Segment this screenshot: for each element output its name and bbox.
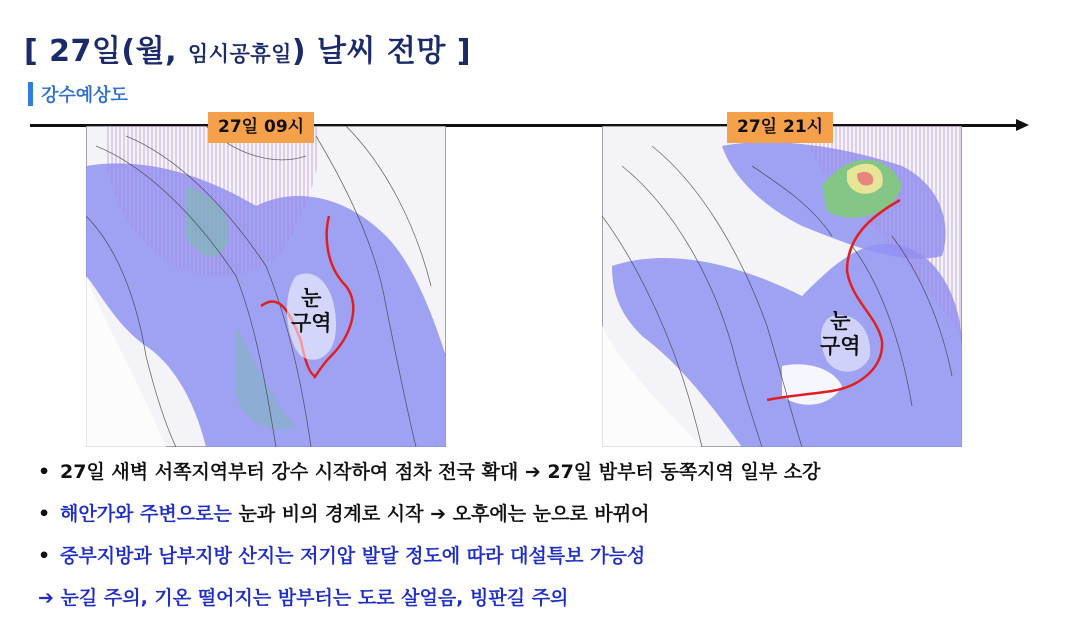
snow-zone-line1: 눈 (830, 309, 851, 333)
title-end: ) 날씨 전망 ] (291, 34, 472, 69)
bullet-3-text: 중부지방과 남부지방 산지는 저기압 발달 정도에 따라 대설특보 가능성 (60, 545, 646, 567)
bullet-dot-icon: • (38, 461, 51, 483)
bullet-1-text: 27일 새벽 서쪽지역부터 강수 시작하여 점차 전국 확대 (60, 461, 519, 483)
bullet-line-1 (38, 458, 1078, 500)
bullet-dot-icon: • (38, 545, 51, 567)
precipitation-map-2100 (602, 126, 962, 447)
bullet-2-highlight: 해안가와 주변으로는 (60, 503, 232, 525)
snow-zone-line1: 눈 (301, 286, 322, 310)
bullet-line-4 (38, 584, 1078, 626)
timeline-arrow-icon (1016, 119, 1029, 131)
right-arrow-icon: ➔ (430, 503, 447, 525)
snow-zone-label-1 (291, 286, 332, 336)
snow-zone-label-2 (820, 309, 861, 359)
right-arrow-icon: ➔ (524, 461, 541, 483)
bullet-dot-icon: • (38, 503, 51, 525)
bullet-line-2 (38, 500, 1078, 542)
forecast-bullets (38, 458, 1078, 626)
time-tag-2100: 27일 21시 (727, 112, 833, 143)
precipitation-map-0900 (86, 126, 446, 447)
section-label: 강수예상도 (41, 85, 128, 106)
bullet-4-text: 눈길 주의, 기온 떨어지는 밤부터는 도로 살얼음, 빙판길 주의 (60, 587, 569, 609)
time-tag-0900: 27일 09시 (208, 112, 314, 143)
title-main: [ 27일(월, (24, 34, 188, 69)
section-bar-icon (28, 82, 33, 106)
right-arrow-icon: ➔ (38, 587, 54, 609)
bullet-2-text2: 오후에는 눈으로 바뀌어 (452, 503, 650, 525)
snow-zone-line2: 구역 (291, 311, 332, 335)
bullet-2-text: 눈과 비의 경계로 시작 (238, 503, 424, 525)
bullet-1-text2: 27일 밤부터 동쪽지역 일부 소강 (547, 461, 821, 483)
bullet-line-3 (38, 542, 1078, 584)
section-header (28, 81, 128, 107)
page-title (24, 26, 471, 70)
snow-zone-line2: 구역 (820, 334, 861, 358)
title-holiday: 임시공휴일 (187, 42, 292, 66)
